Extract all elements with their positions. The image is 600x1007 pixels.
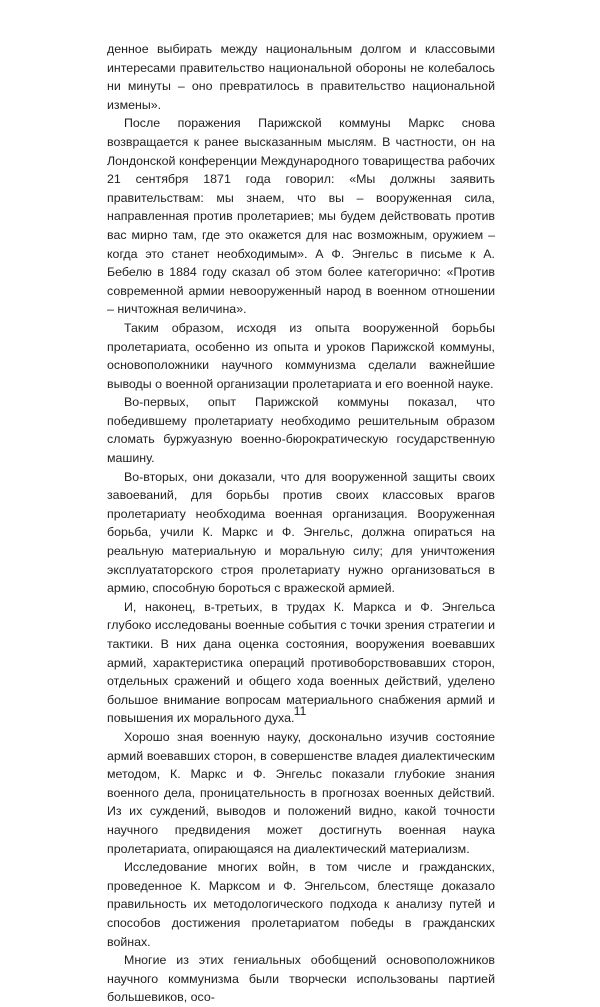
- paragraph: Таким образом, исходя из опыта вооруженной борьбы пролетариата, особенно из опыта и уроков Парижской коммуны, основоположники научного коммунизма сделали важнейшие выводы о военной организации пролетариата и его военной науке.: [107, 320, 495, 391]
- paragraph: Во-первых, опыт Парижской коммуны показал, что победившему пролетариату необходимо решительным образом сломать буржуазную военно-бюрократическую государственную машину.: [107, 395, 495, 466]
- paragraph: денное выбирать между национальным долгом и классовыми интересами правительство национальной обороны не колебалось ни минуты – оно превратилось в правительство национальной измены».: [107, 42, 495, 112]
- body-text: [107, 40, 495, 1007]
- paragraph: Исследование многих войн, в том числе и гражданских, проведенное К. Марксом и Ф. Энгельсом, блестяще доказало правильность их методологического подхода к анализу путей и способов достижения пролетариатом победы в гражданских войнах.: [107, 860, 495, 949]
- paragraph: И, наконец, в-третьих, в трудах К. Маркса и Ф. Энгельса глубоко исследованы военные события с точки зрения стратегии и тактики. В них дана оценка состояния, вооружения воевавших армий, характеристика операций противоборствовавших сторон, отдельных сражений и общего хода военных действий, уделено большое внимание вопросам материального снабжения армий и повышения их морального духа.: [107, 599, 495, 726]
- paragraph: Многие из этих гениальных обобщений основоположников научного коммунизма были творчески использованы партией большевиков, осо-: [107, 953, 495, 1005]
- paragraph: После поражения Парижской коммуны Маркс снова возвращается к ранее высказанным мыслям. В частности, он на Лондонской конференции Международного товарищества рабочих 21 сентября 1871 года говорил: «Мы должны заявить правительствам: мы знаем, что вы – вооруженная сила, направленная против пролетариев; мы будем действовать против вас мирно там, где это окажется для нас возможным, оружием – когда это станет необходимым». А Ф. Энгельс в письме к А. Бебелю в 1884 году сказал об этом более категорично: «Против современной армии невооруженный народ в военном отношении – ничтожная величина».: [107, 116, 495, 317]
- paragraph: Во-вторых, они доказали, что для вооруженной защиты своих завоеваний, для борьбы против своих классовых врагов пролетариату необходима военная организация. Вооруженная борьба, учили К. Маркс и Ф. Энгельс, должна опираться на реальную материальную и моральную силу; для уничтожения эксплуататорского строя пролетариату нужно организоваться в армию, способную бороться с вражеской армией.: [107, 469, 495, 596]
- page-number: 11: [293, 704, 307, 718]
- paragraph: Хорошо зная военную науку, досконально изучив состояние армий воевавших сторон, в совершенстве владея диалектическим методом, К. Маркс и Ф. Энгельс показали глубокие знания военного дела, проницательность в прогнозах военных действий. Из их суждений, выводов и положений видно, какой точности научного предвидения может достигнуть военная наука пролетариата, опирающаяся на диалектический материализм.: [107, 729, 495, 856]
